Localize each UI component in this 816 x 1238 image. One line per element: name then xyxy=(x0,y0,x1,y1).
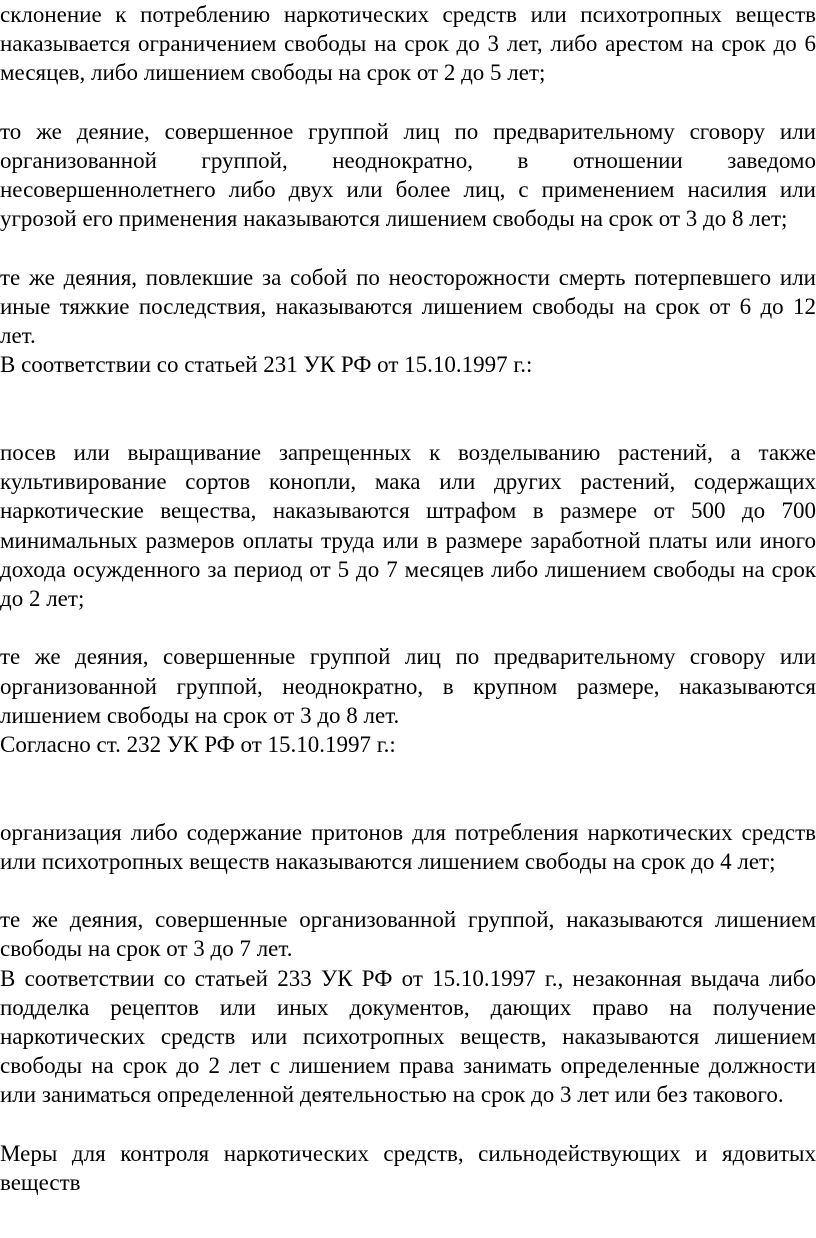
paragraph-article-232-heading: Согласно ст. 232 УК РФ от 15.10.1997 г.: xyxy=(0,732,396,758)
paragraph-article-233: В соответствии со статьей 233 УК РФ от 15.10.1997 г., незаконная выдача либо подделка рецептов или иных документов, дающих право на получение наркотических средств или психотропных веществ, наказываются лишением свободы на срок до 2 лет с лишением права занимать определенные должности или заниматься определенной деятельностью на срок до 3 лет или без такового. xyxy=(0,965,816,1108)
paragraph-spacer xyxy=(0,613,816,642)
paragraph-inducement-article: склонение к потреблению наркотических средств или психотропных веществ наказывается ограничением свободы на срок до 3 лет, либо арестом на срок до 6 месяцев, либо лишением свободы на срок от 2 до 5 лет; xyxy=(0,2,816,86)
paragraph-grave-consequences: те же деяния, повлекшие за собой по неосторожности смерть потерпевшего или иные тяжкие последствия, наказываются лишением свободы на срок от 6 до 12 лет. xyxy=(0,264,816,349)
paragraph-spacer xyxy=(0,380,816,438)
paragraph-spacer xyxy=(0,88,816,117)
paragraph-control-measures: Меры для контроля наркотических средств, сильнодействующих и ядовитых веществ xyxy=(0,1140,816,1196)
paragraph-dens: организация либо содержание притонов для потребления наркотических средств или психотропных веществ наказываются лишением свободы на срок до 4 лет; xyxy=(0,819,816,874)
paragraph-article-231-heading: В соответствии со статьей 231 УК РФ от 15.10.1997 г.: xyxy=(0,352,533,378)
paragraph-dens-organized: те же деяния, совершенные организованной группой, наказываются лишением свободы на срок от 3 до 7 лет. xyxy=(0,907,816,962)
paragraph-spacer xyxy=(0,759,816,817)
paragraph-spacer xyxy=(0,876,816,905)
paragraph-cultivation-group: те же деяния, совершенные группой лиц по предварительному сговору или организованной группой, неоднократно, в крупном размере, наказываются лишением свободы на срок от 3 до 8 лет. xyxy=(0,644,816,728)
paragraph-cultivation: посев или выращивание запрещенных к возделыванию растений, а также культивирование сортов конопли, мака или других растений, содержащих наркотические вещества, наказываются штрафом в размере от 500 до 700 минимальных размеров оплаты труда или в размере заработной платы или иного дохода осужденного за период от 5 до 7 месяцев либо лишением свободы на срок до 2 лет; xyxy=(0,440,816,612)
paragraph-spacer xyxy=(0,234,816,263)
paragraph-group-offense: то же деяние, совершенное группой лиц по предварительному сговору или организованной группой, неоднократно, в отношении заведомо несовершеннолетнего либо двух или более лиц, с применением насилия или угрозой его применения наказываются лишением свободы на срок от 3 до 8 лет; xyxy=(0,118,816,232)
paragraph-spacer xyxy=(0,1110,816,1139)
